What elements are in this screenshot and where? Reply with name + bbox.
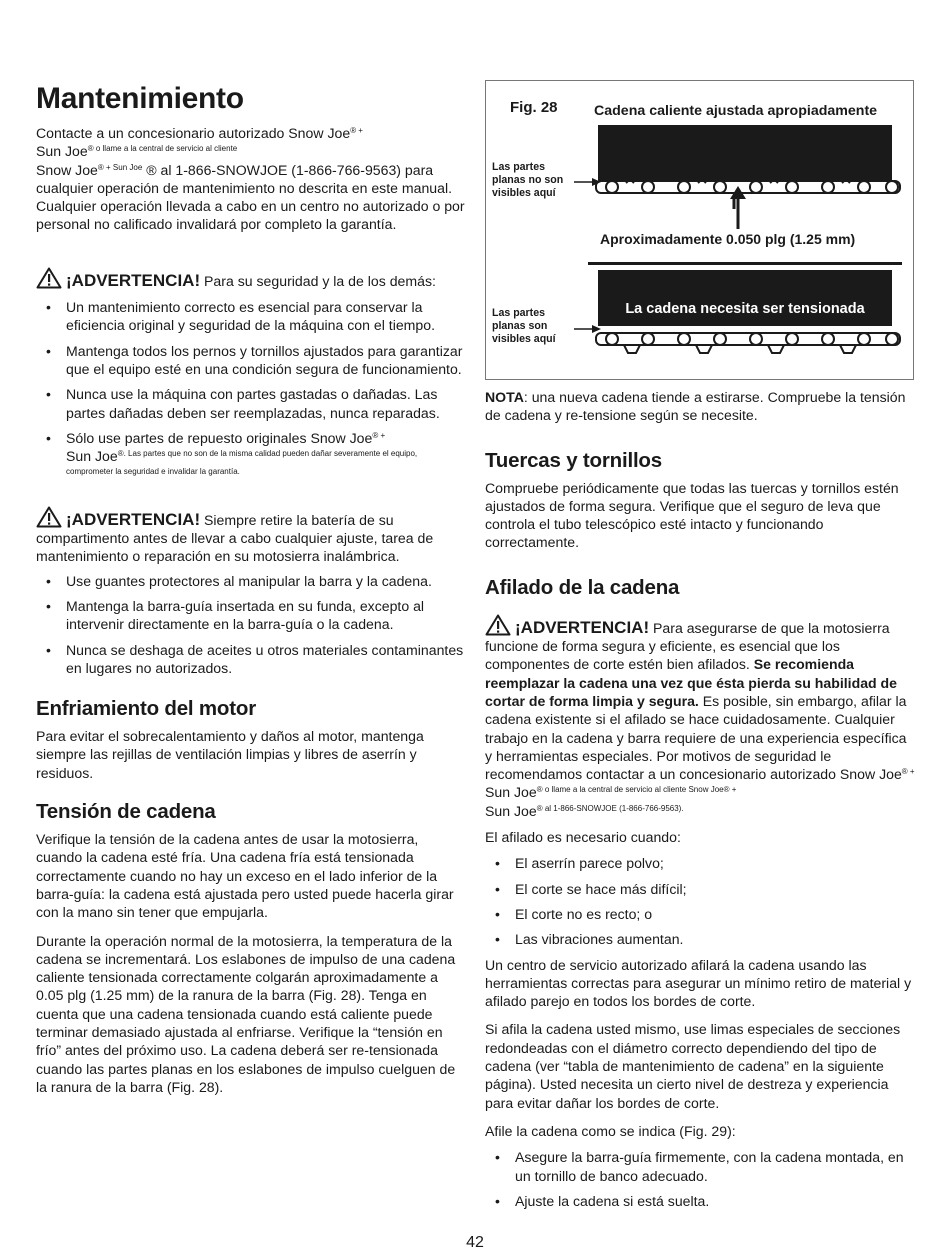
- section-heading-sharpen: Afilado de la cadena: [485, 575, 680, 599]
- list-item: • Mantenga todos los pernos y tornillos ajustados para garantizar que el equipo esté en una condición segura de funcionamiento.: [36, 342, 466, 379]
- safety-list: [36, 298, 466, 484]
- figure-label: Fig. 28: [510, 99, 558, 116]
- when-paragraph: El afilado es necesario cuando:: [485, 829, 681, 846]
- intro-paragraph: Contacte a un concesionario autorizado Snow Joe® + Sun Joe$^{® o llame a la central de servicio al cliente}$ Snow Joe$^{® + Sun Joe}$ ® al 1-866-SNOWJOE (1-866-766-9563) para cualquier operación de mantenimiento no descrita en este manual. Cualquier operación llevada a cabo en un centro no autorizado o por personal no calificado invalidará por completo la garantía.: [36, 125, 465, 233]
- figure-28: [485, 80, 914, 380]
- warning-label: ¡ADVERTENCIA!: [66, 270, 201, 290]
- flat-parts-visible-label: Las partes planas son visibles aquí: [492, 307, 556, 345]
- list-item: • Nunca se deshaga de aceites u otros materiales contaminantes en lugares no autorizados.: [36, 641, 466, 678]
- divider-line: [588, 262, 902, 265]
- nota-paragraph: NOTA: una nueva cadena tiende a estirarse. Compruebe la tensión de cadena y re-tensione según se necesite.: [485, 389, 906, 424]
- section-heading-nuts: Tuercas y tornillos: [485, 448, 662, 472]
- figure-caption-top: Cadena caliente ajustada apropiadamente: [594, 103, 878, 119]
- list-item: • Use guantes protectores al manipular la barra y la cadena.: [36, 572, 466, 590]
- pointer-arrow-icon: [574, 177, 602, 187]
- tension-paragraph-2: Durante la operación normal de la motosierra, la temperatura de la cadena se incrementará. Los eslabones de impulso de una cadena caliente tensionada correctamente colgarán aproximadamente a 0.05 plg (1.25 mm) de la ranura de la barra (Fig. 28). Tenga en cuenta que una cadena tensionada cuando está caliente puede terminar demasiado ajustada al enfriarse. Verifique la “tensión en frío” antes del próximo uso. La cadena deberá ser re-tensionada cuando las partes planas en los eslabones de impulso cuelguen de la ranura de la barra (Fig. 28).: [36, 932, 456, 1095]
- page-number: 42: [466, 1234, 484, 1251]
- service-center-paragraph: Un centro de servicio autorizado afilará la cadena usando las herramientas correctas para asegurar un mínimo retiro de material y afilado parejo en todos los bordes de corte.: [485, 956, 912, 1010]
- sharpen-steps-intro: Afile la cadena como se indica (Fig. 29):: [485, 1122, 736, 1139]
- nuts-paragraph: Compruebe periódicamente que todas las tuercas y tornillos estén ajustados de forma segura. Verifique que el seguro de leva que controla el tubo telescópico esté intacto y funcionando correctamente.: [485, 479, 899, 551]
- list-item: • Sólo use partes de repuesto originales Snow Joe® + Sun Joe$^{®. Las partes que no son de la misma calidad pueden dañar severamente el equipo, comprometer la seguridad e invalidar la garantía.}$: [36, 429, 466, 484]
- warning-battery: [36, 506, 466, 566]
- pointer-arrow-icon: [574, 324, 602, 334]
- warning-label: ¡ADVERTENCIA!: [66, 509, 201, 529]
- figure-caption-bottom: La cadena necesita ser tensionada: [598, 270, 892, 326]
- warning-text: Siempre retire la batería de su compartimento antes de llevar a cabo cualquier ajuste, tarea de mantenimiento o reparación en su motosierra inalámbrica.: [36, 511, 434, 565]
- warning-safety: [36, 267, 466, 290]
- list-item: • Nunca use la máquina con partes gastadas o dañadas. Las partes dañadas deben ser reemplazadas, nunca reparadas.: [36, 385, 466, 422]
- warning-triangle-icon: [485, 614, 511, 636]
- tension-paragraph-1: Verifique la tensión de la cadena antes de usar la motosierra, cuando la cadena esté fría. Una cadena fría está tensionada correctamente cuando no hay un exceso en el lado inferior de la barra-guía: la cadena está ajustada pero usted puede hacerla girar con la mano sin tener que empujarla.: [36, 831, 454, 921]
- list-item: • Ajuste la cadena si está suelta.: [485, 1192, 915, 1210]
- warning-triangle-icon: [36, 267, 62, 289]
- list-item: • Asegure la barra-guía firmemente, con la cadena montada, en un tornillo de banco adecuado.: [485, 1148, 915, 1185]
- list-item: • El corte no es recto; o: [485, 905, 915, 923]
- cooling-paragraph: Para evitar el sobrecalentamiento y daños al motor, mantenga siempre las rejillas de ventilación limpias y libres de aserrín y residuos.: [36, 728, 424, 781]
- section-heading-tension: Tensión de cadena: [36, 800, 216, 824]
- flat-parts-not-visible-label: Las partes planas no son visibles aquí: [492, 161, 564, 199]
- battery-list: [36, 572, 466, 677]
- warning-text: Para su seguridad y la de los demás:: [200, 272, 436, 289]
- approx-measure-label: Aproximadamente 0.050 plg (1.25 mm): [600, 231, 856, 247]
- list-item: • Las vibraciones aumentan.: [485, 930, 915, 948]
- right-column: [485, 80, 915, 1217]
- section-heading-cooling: Enfriamiento del motor: [36, 697, 256, 721]
- when-list: [485, 854, 915, 948]
- self-sharpen-paragraph: Si afila la cadena usted mismo, use limas especiales de secciones redondeadas con el diámetro correcto dependiendo del tipo de cadena (ver “tabla de mantenimiento de cadena” en la siguiente página). Usted necesita un cierto nivel de destreza y experiencia para evitar dañar los bordes de corte.: [485, 1021, 901, 1111]
- list-item: • El aserrín parece polvo;: [485, 854, 915, 872]
- list-item: • Un mantenimiento correcto es esencial para conservar la eficiencia original y seguridad de la máquina con el tiempo.: [36, 298, 466, 335]
- page-title: Mantenimiento: [36, 82, 244, 115]
- arrow-up-icon: [727, 185, 749, 229]
- warning-sharpening: ¡ADVERTENCIA! Para asegurarse de que la motosierra funcione de forma segura y eficiente, es esencial que los componentes de corte estén bien afilados. Se recomienda reemplazar la cadena una vez que ésta pierda su habilidad de cortar de forma limpia y segura. Es posible, sin embargo, afilar la cadena existente si el afilado se hace cuidadosamente. Cualquier trabajo en la cadena y barra requiere de una experiencia específica y herramientas especiales. Por motivos de seguridad le recomendamos contactar a un concesionario autorizado Snow Joe® + Sun Joe$^{® o llame a la central de servicio al cliente Snow Joe® +}$ Sun Joe$^{® al 1-866-SNOWJOE (1-866-766-9563).}$: [485, 614, 915, 820]
- warning-triangle-icon: [36, 506, 62, 528]
- chain-bottom: [590, 323, 906, 363]
- sharpen-steps-list: [485, 1148, 915, 1210]
- left-column: [36, 82, 466, 1096]
- list-item: • El corte se hace más difícil;: [485, 880, 915, 898]
- list-item: • Mantenga la barra-guía insertada en su funda, excepto al intervenir directamente en la barra-guía o la cadena.: [36, 597, 466, 634]
